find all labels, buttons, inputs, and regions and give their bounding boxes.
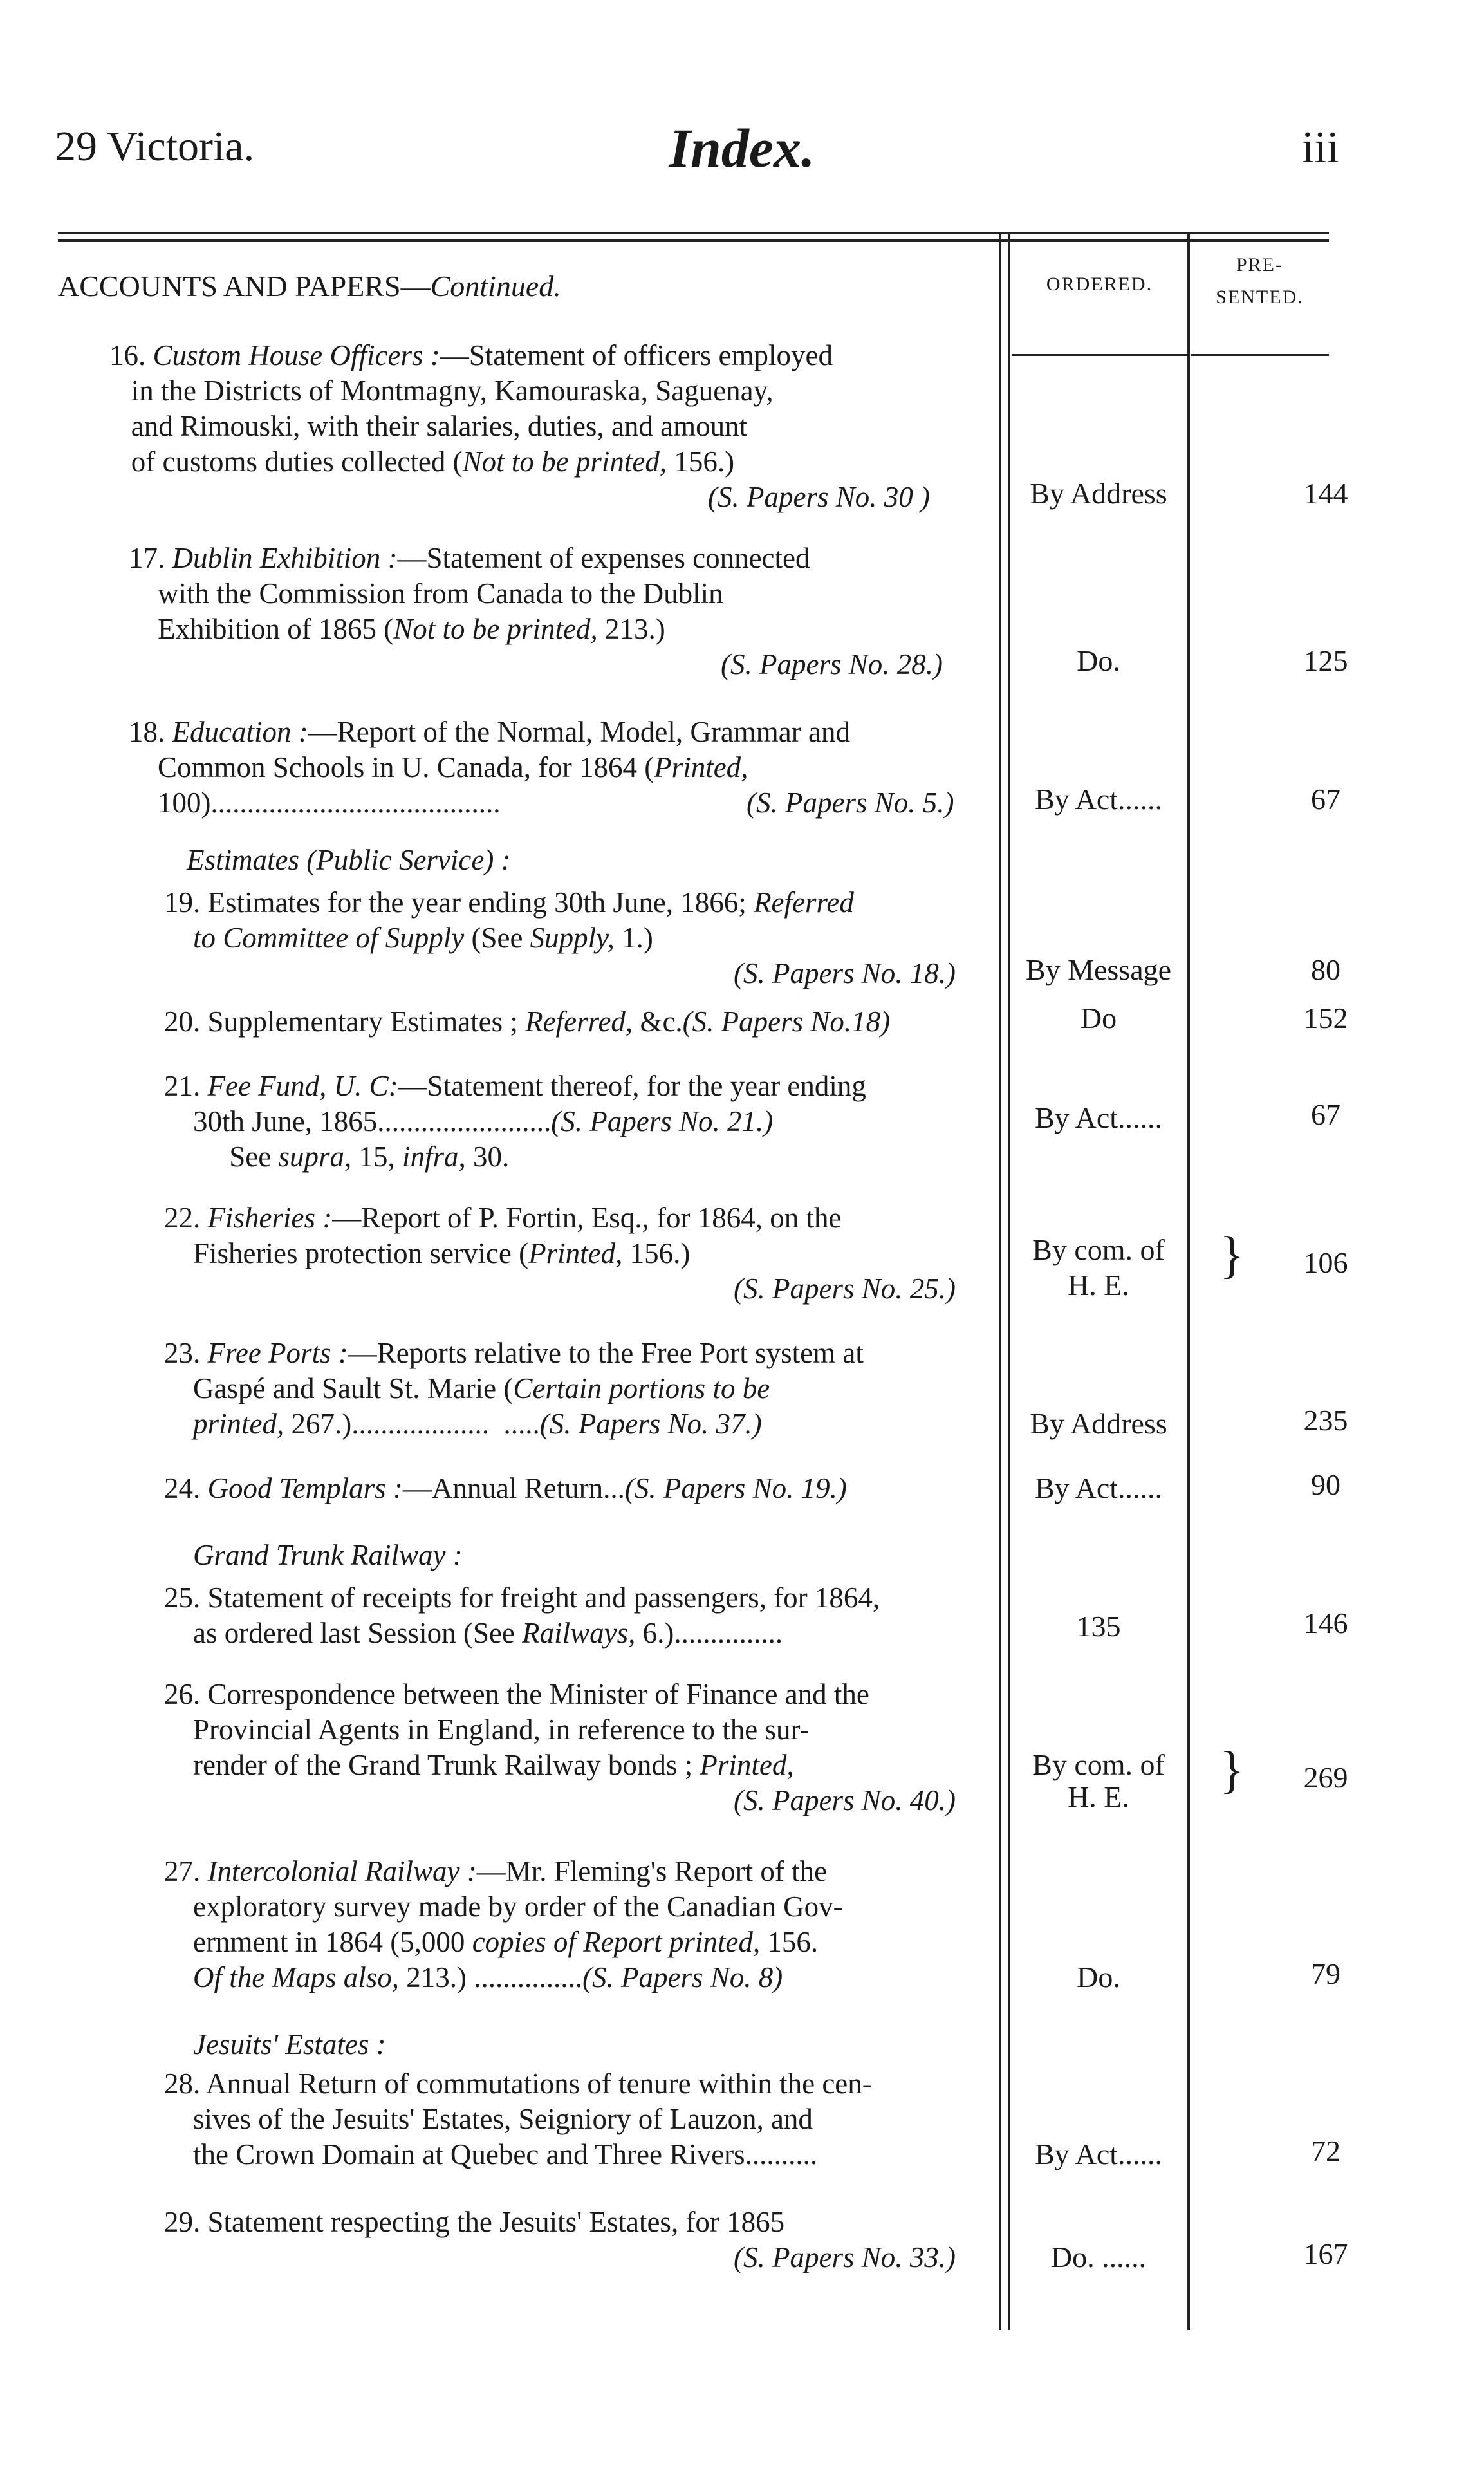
entry-28: 28. Annual Return of commutations of tenure within the cen- sives of the Jesuits' Estates, Seigniory of Lauzon, and the Crown Domain at Quebec and Three Rivers.......... bbox=[164, 2067, 872, 2170]
entry-27-presented: 79 bbox=[1311, 1957, 1340, 1990]
entry-29-ref: (S. Papers No. 33.) bbox=[734, 2241, 956, 2273]
entry-22-presented: 106 bbox=[1303, 1246, 1348, 1279]
subheading-grand-trunk: Grand Trunk Railway : bbox=[193, 1539, 463, 1571]
entry-18-ref: (S. Papers No. 5.) bbox=[747, 787, 954, 819]
column-divider-text-double bbox=[1008, 232, 1010, 2330]
column-header-ordered: ORDERED. bbox=[1046, 274, 1153, 295]
entry-21-presented: 67 bbox=[1311, 1098, 1340, 1131]
entry-19-ordered: By Message bbox=[1025, 953, 1172, 986]
entry-29-ordered: Do. ...... bbox=[1050, 2241, 1147, 2273]
entry-26-ref: (S. Papers No. 40.) bbox=[734, 1784, 956, 1816]
entry-16-ref: (S. Papers No. 30 ) bbox=[708, 481, 930, 513]
entry-16: 16. Custom House Officers :—Statement of officers employed in the Districts of Montmagny, Kamouraska, Saguenay, and Rimouski, with their salaries, duties, and amount of customs duties collected (Not to be printed, 156.) bbox=[109, 339, 833, 478]
header-rule-ordered bbox=[1012, 354, 1187, 356]
page-number: iii bbox=[1301, 123, 1339, 173]
entry-26-ordered-1: By com. of bbox=[1032, 1748, 1165, 1781]
column-header-presented-1: PRE- bbox=[1236, 254, 1283, 275]
entry-26-ordered-2: H. E. bbox=[1068, 1780, 1129, 1813]
entry-24-presented: 90 bbox=[1311, 1468, 1340, 1501]
entry-22-ordered-2: H. E. bbox=[1068, 1269, 1129, 1302]
entry-21: 21. Fee Fund, U. C:—Statement thereof, for the year ending 30th June, 1865........................(S. Papers No. 21.) See supra, 15, infra, 30. bbox=[164, 1070, 866, 1173]
entry-22-ref: (S. Papers No. 25.) bbox=[734, 1273, 956, 1305]
entry-28-presented: 72 bbox=[1311, 2134, 1340, 2167]
entry-22: 22. Fisheries :—Report of P. Fortin, Esq., for 1864, on the Fisheries protection service (Printed, 156.) bbox=[164, 1202, 842, 1269]
entry-17-ref: (S. Papers No. 28.) bbox=[721, 648, 943, 680]
entry-23: 23. Free Ports :—Reports relative to the Free Port system at Gaspé and Sault St. Marie (Certain portions to be printed, 267.)................... .....(S. Papers No. 37.) bbox=[164, 1337, 864, 1440]
entry-27: 27. Intercolonial Railway :—Mr. Fleming's Report of the exploratory survey made by order of the Canadian Gov- ernment in 1864 (5,000 copies of Report printed, 156. Of the Maps also, 213.) ...............(S. Papers No. 8) bbox=[164, 1855, 843, 1993]
column-header-presented-2: SENTED. bbox=[1216, 286, 1304, 308]
entry-18-ordered: By Act...... bbox=[1034, 783, 1163, 816]
entry-18: 18. Education :—Report of the Normal, Model, Grammar and Common Schools in U. Canada, for 1864 (Printed, 100)........................................ bbox=[129, 716, 850, 819]
entry-18-presented: 67 bbox=[1311, 783, 1340, 816]
entry-16-ordered: By Address bbox=[1030, 477, 1167, 510]
section-heading: ACCOUNTS AND PAPERS—Continued. bbox=[58, 270, 561, 303]
brace-22: } bbox=[1220, 1227, 1245, 1283]
entry-21-ordered: By Act...... bbox=[1034, 1101, 1163, 1134]
entry-17-ordered: Do. bbox=[1077, 644, 1120, 677]
page-title: Index. bbox=[669, 117, 815, 179]
subheading-jesuits: Jesuits' Estates : bbox=[193, 2028, 386, 2060]
entry-29-presented: 167 bbox=[1303, 2237, 1348, 2270]
subheading-estimates: Estimates (Public Service) : bbox=[187, 844, 511, 876]
header-rule-presented bbox=[1191, 354, 1329, 356]
running-head-left: 29 Victoria. bbox=[55, 123, 255, 170]
entry-16-presented: 144 bbox=[1303, 477, 1348, 510]
entry-25: 25. Statement of receipts for freight and passengers, for 1864, as ordered last Session (See Railways, 6.)............... bbox=[164, 1582, 880, 1649]
entry-20-ordered: Do bbox=[1080, 1002, 1117, 1034]
entry-17: 17. Dublin Exhibition :—Statement of expenses connected with the Commission from Canada to the Dublin Exhibition of 1865 (Not to be printed, 213.) bbox=[129, 542, 810, 645]
column-divider-text bbox=[999, 232, 1001, 2330]
entry-29: 29. Statement respecting the Jesuits' Estates, for 1865 bbox=[164, 2206, 785, 2238]
top-rule bbox=[58, 232, 1329, 234]
entry-26: 26. Correspondence between the Minister of Finance and the Provincial Agents in England, in reference to the sur- render of the Grand Trunk Railway bonds ; Printed, bbox=[164, 1678, 869, 1781]
entry-22-ordered-1: By com. of bbox=[1032, 1233, 1165, 1266]
entry-17-presented: 125 bbox=[1303, 644, 1348, 677]
entry-23-ordered: By Address bbox=[1030, 1407, 1167, 1440]
entry-24-ordered: By Act...... bbox=[1034, 1471, 1163, 1504]
entry-26-presented: 269 bbox=[1303, 1761, 1348, 1794]
entry-20-presented: 152 bbox=[1303, 1002, 1348, 1034]
entry-24: 24. Good Templars :—Annual Return...(S. Papers No. 19.) bbox=[164, 1472, 847, 1504]
entry-23-presented: 235 bbox=[1303, 1404, 1348, 1437]
entry-19-presented: 80 bbox=[1311, 953, 1340, 986]
entry-25-presented: 146 bbox=[1303, 1607, 1348, 1639]
entry-20: 20. Supplementary Estimates ; Referred, &c.(S. Papers No.18) bbox=[164, 1005, 891, 1038]
entry-25-ordered: 135 bbox=[1076, 1610, 1121, 1643]
brace-26: } bbox=[1220, 1742, 1245, 1798]
entry-28-ordered: By Act...... bbox=[1034, 2138, 1163, 2170]
entry-19-ref: (S. Papers No. 18.) bbox=[734, 957, 956, 989]
entry-27-ordered: Do. bbox=[1077, 1961, 1120, 1993]
top-rule-second bbox=[58, 239, 1329, 242]
column-divider-ordered bbox=[1187, 232, 1190, 2330]
entry-19: 19. Estimates for the year ending 30th June, 1866; Referred to Committee of Supply (See Supply, 1.) bbox=[164, 886, 854, 954]
